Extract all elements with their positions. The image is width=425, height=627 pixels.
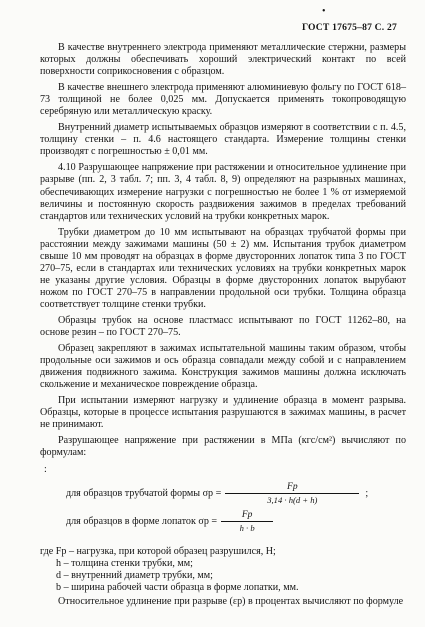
paragraph-diameter-measure: Внутренний диаметр испытываемых образцов измеряют в соответствии с п. 4.5, толщину стенки – п. 4.6 настоящего стандарта. Измерение толщины стенки производят с погрешностью ± 0,01 мм. (40, 122, 406, 158)
definition-h: h – толщина стенки трубки, мм; (56, 557, 193, 569)
paragraph-clamping: Образец закрепляют в зажимах испытательной машины таким образом, чтобы продольные оси зажимов и ось образца совпадали между собой и с направлением движения подвижного зажима. Конструкция зажимов машины должна исключать скольжение и механическое повреждение образца. (40, 343, 406, 391)
formula-blade (40, 504, 406, 540)
paragraph-4-10: 4.10 Разрушающее напряжение при растяжении и относительное удлинение при разрыве (пп. 2, 3 табл. 7; пп. 3, 4 табл. 8, 9) определяют на разрывных машинах, обеспечивающих измерение нагрузки с погрешностью не более 1 % от измеряемой величины и постоянную скорость раздвижения зажимов в пределах требований стандартов или технических условий на трубки конкретных марок. (40, 162, 406, 222)
page-mark: • (322, 6, 326, 17)
page-header: ГОСТ 17675–87 С. 27 (301, 22, 397, 33)
definition-d: d – внутренний диаметр трубки, мм; (56, 569, 213, 581)
formula-blade-fraction (221, 509, 273, 534)
paragraph-formula-intro: Разрушающее напряжение при растяжении в МПа (кгс/см²) вычисляют по формулам: (40, 435, 406, 459)
paragraph-outer-electrode: В качестве внешнего электрода применяют алюминиевую фольгу по ГОСТ 618–73 толщиной не более 0,025 мм. Допускается применять токопроводящую серебряную или металлическую краску. (40, 82, 406, 118)
formula-tubular-fraction (225, 481, 359, 506)
formula-tubular-numerator: Fp (225, 481, 359, 494)
paragraph-elongation: Относительное удлинение при разрыве (εp) в процентах вычисляют по формуле (58, 595, 404, 607)
formula-blade-label: для образцов в форме лопаток σp = (66, 515, 218, 527)
definition-b: b – ширина рабочей части образца в форме лопатки, мм. (56, 581, 299, 593)
formula-tubular-label: для образцов трубчатой формы σp = (66, 487, 222, 499)
formula-tubular-trail: ; (365, 487, 369, 499)
paragraph-plastic-specimens: Образцы трубок на основе пластмасс испытывают по ГОСТ 11262–80, на основе резин – по ГОСТ 270–75. (40, 314, 406, 339)
definition-fp: где Fp – нагрузка, при которой образец разрушился, Н; (40, 545, 276, 557)
definitions-list (40, 546, 406, 594)
paragraph-measurement: При испытании измеряют нагрузку и удлинение образца в момент разрыва. Образцы, которые в процессе испытания разрушаются в зажимах машины, в расчет не принимают. (40, 395, 406, 431)
formula-tubular-denominator: 3,14 · h(d + h) (267, 495, 318, 506)
paragraph-inner-electrode: В качестве внутреннего электрода применяют металлические стержни, размеры которых должны обеспечивать хороший электрический контакт по всей поверхности соприкосновения с образцом. (40, 42, 406, 78)
formula-blade-denominator: h · b (239, 523, 255, 534)
formula-blade-numerator: Fp (221, 509, 273, 522)
document-body (40, 42, 406, 612)
formula-colon: : (44, 463, 47, 475)
paragraph-specimens: Трубки диаметром до 10 мм испытывают на образцах трубчатой формы при расстоянии между зажимами машины (50 ± 2) мм. Испытания трубок диаметром свыше 10 мм проводят на образцах в форме двусторонних лопаток типа 3 по ГОСТ 270–75, если в стандартах или технических условиях на трубки конкретных марок не указаны другие условия. Образцы в форме двусторонних лопаток вырубают ножом по ГОСТ 270–75 в направлении продольной оси трубки. Толщина образца соответствует толщине стенки трубки. (40, 226, 406, 310)
